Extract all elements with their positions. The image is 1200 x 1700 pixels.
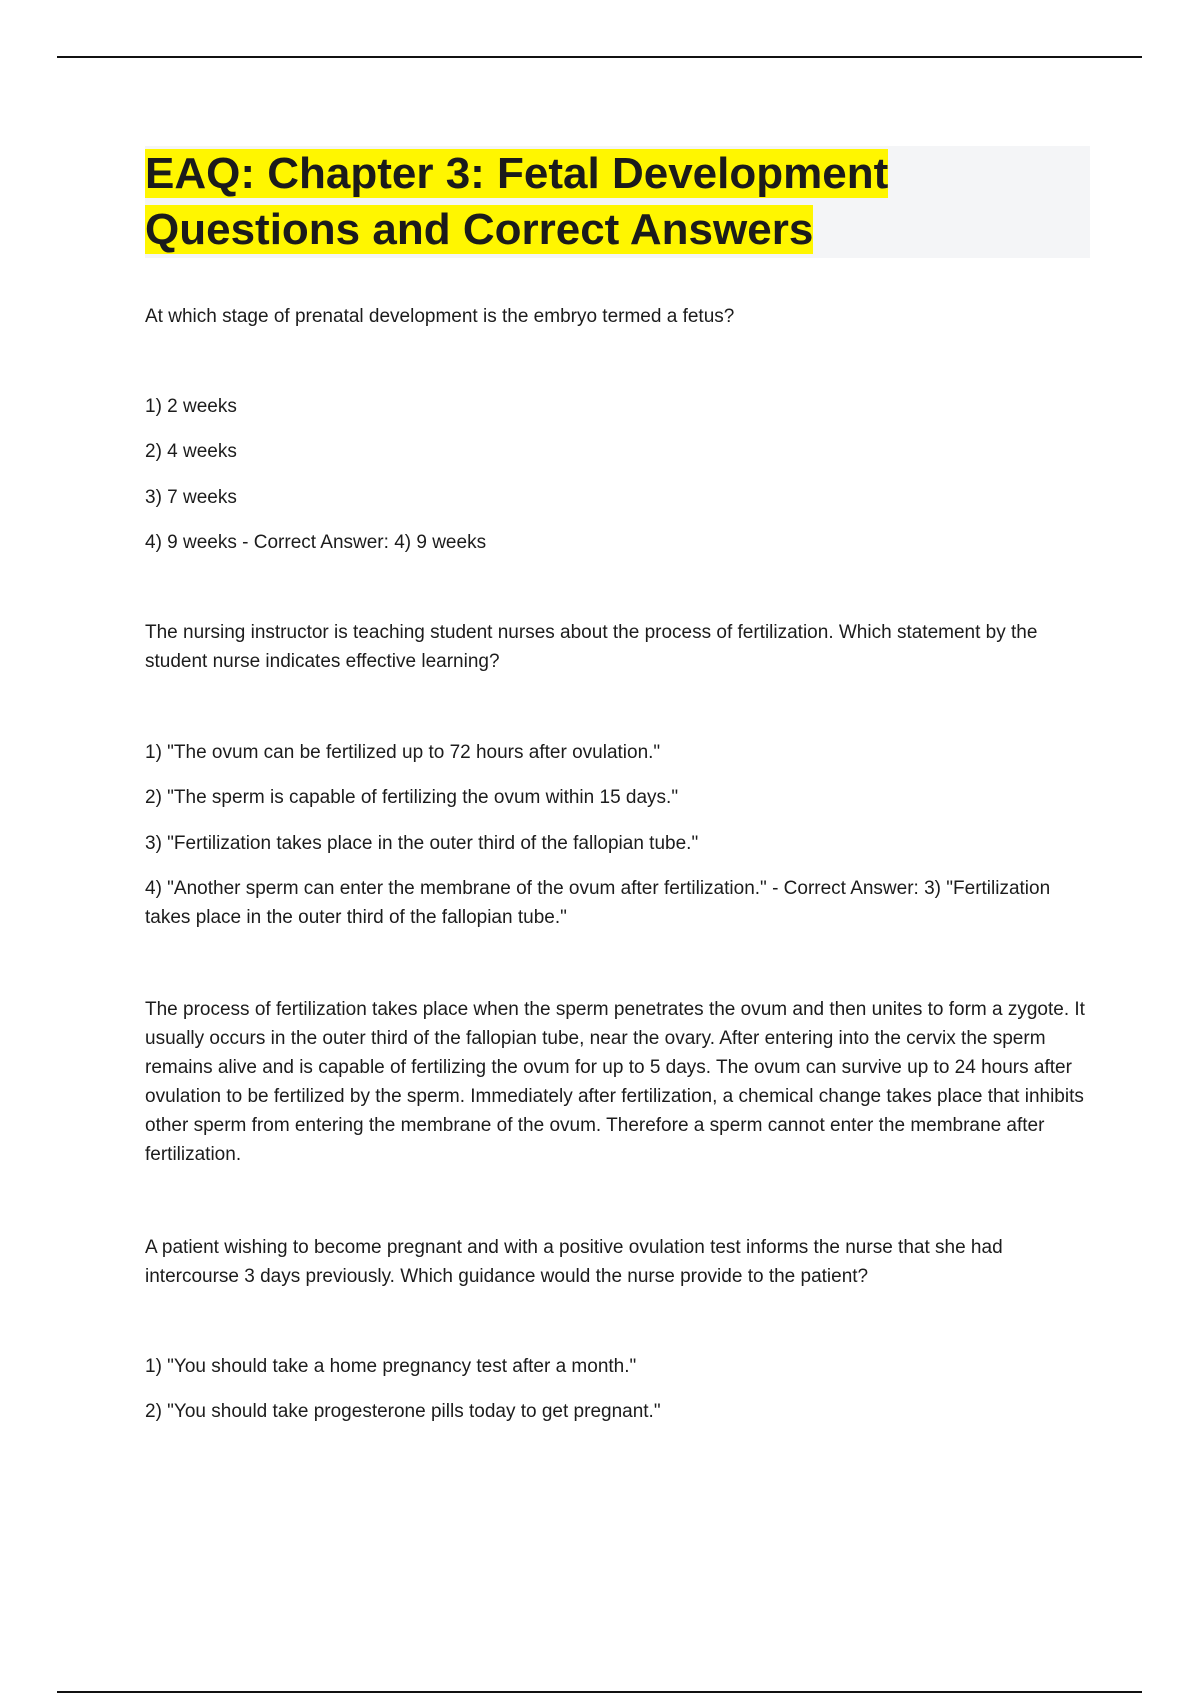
bottom-divider [57, 1691, 1142, 1693]
page-title [145, 146, 1090, 258]
question-1-option-3: 3) 7 weeks [145, 487, 237, 508]
question-1-option-1: 1) 2 weeks [145, 396, 237, 417]
question-2-option-4: 4) "Another sperm can enter the membrane of the ovum after fertilization." - Correct Answer: 3) "Fertilization takes place in the outer third of the fallopian tube." [145, 878, 1051, 928]
question-2-rationale: The process of fertilization takes place when the sperm penetrates the ovum and then unites to form a zygote. It usually occurs in the outer third of the fallopian tube, near the ovary. After entering into the cervix the sperm remains alive and is capable of fertilizing the ovum for up to 5 days. The ovum can survive up to 24 hours after ovulation to be fertilized by the sperm. Immediately after fertilization, a chemical change takes place that inhibits other sperm from entering the membrane of the ovum. Therefore a sperm cannot enter the membrane after fertilization. [145, 999, 1085, 1165]
question-2-option-1: 1) "The ovum can be fertilized up to 72 hours after ovulation." [145, 742, 661, 763]
question-1-text: At which stage of prenatal development is the embryo termed a fetus? [145, 306, 735, 327]
question-1-option-4: 4) 9 weeks - Correct Answer: 4) 9 weeks [145, 532, 487, 553]
title-line-2: Questions and Correct Answers [145, 205, 814, 254]
title-block [145, 146, 1090, 258]
question-3-option-1: 1) "You should take a home pregnancy test after a month." [145, 1356, 637, 1377]
question-2-option-2: 2) "The sperm is capable of fertilizing the ovum within 15 days." [145, 787, 679, 808]
question-2-text: The nursing instructor is teaching student nurses about the process of fertilization. Which statement by the student nurse indicates effective learning? [145, 622, 1038, 672]
question-2-option-3: 3) "Fertilization takes place in the outer third of the fallopian tube." [145, 833, 699, 854]
title-line-1: EAQ: Chapter 3: Fetal Development [145, 149, 889, 198]
question-3-text: A patient wishing to become pregnant and with a positive ovulation test informs the nurse that she had intercourse 3 days previously. Which guidance would the nurse provide to the patient? [145, 1237, 1003, 1287]
question-3-option-2: 2) "You should take progesterone pills today to get pregnant." [145, 1401, 661, 1422]
question-1-option-2: 2) 4 weeks [145, 441, 237, 462]
top-divider [57, 56, 1142, 58]
